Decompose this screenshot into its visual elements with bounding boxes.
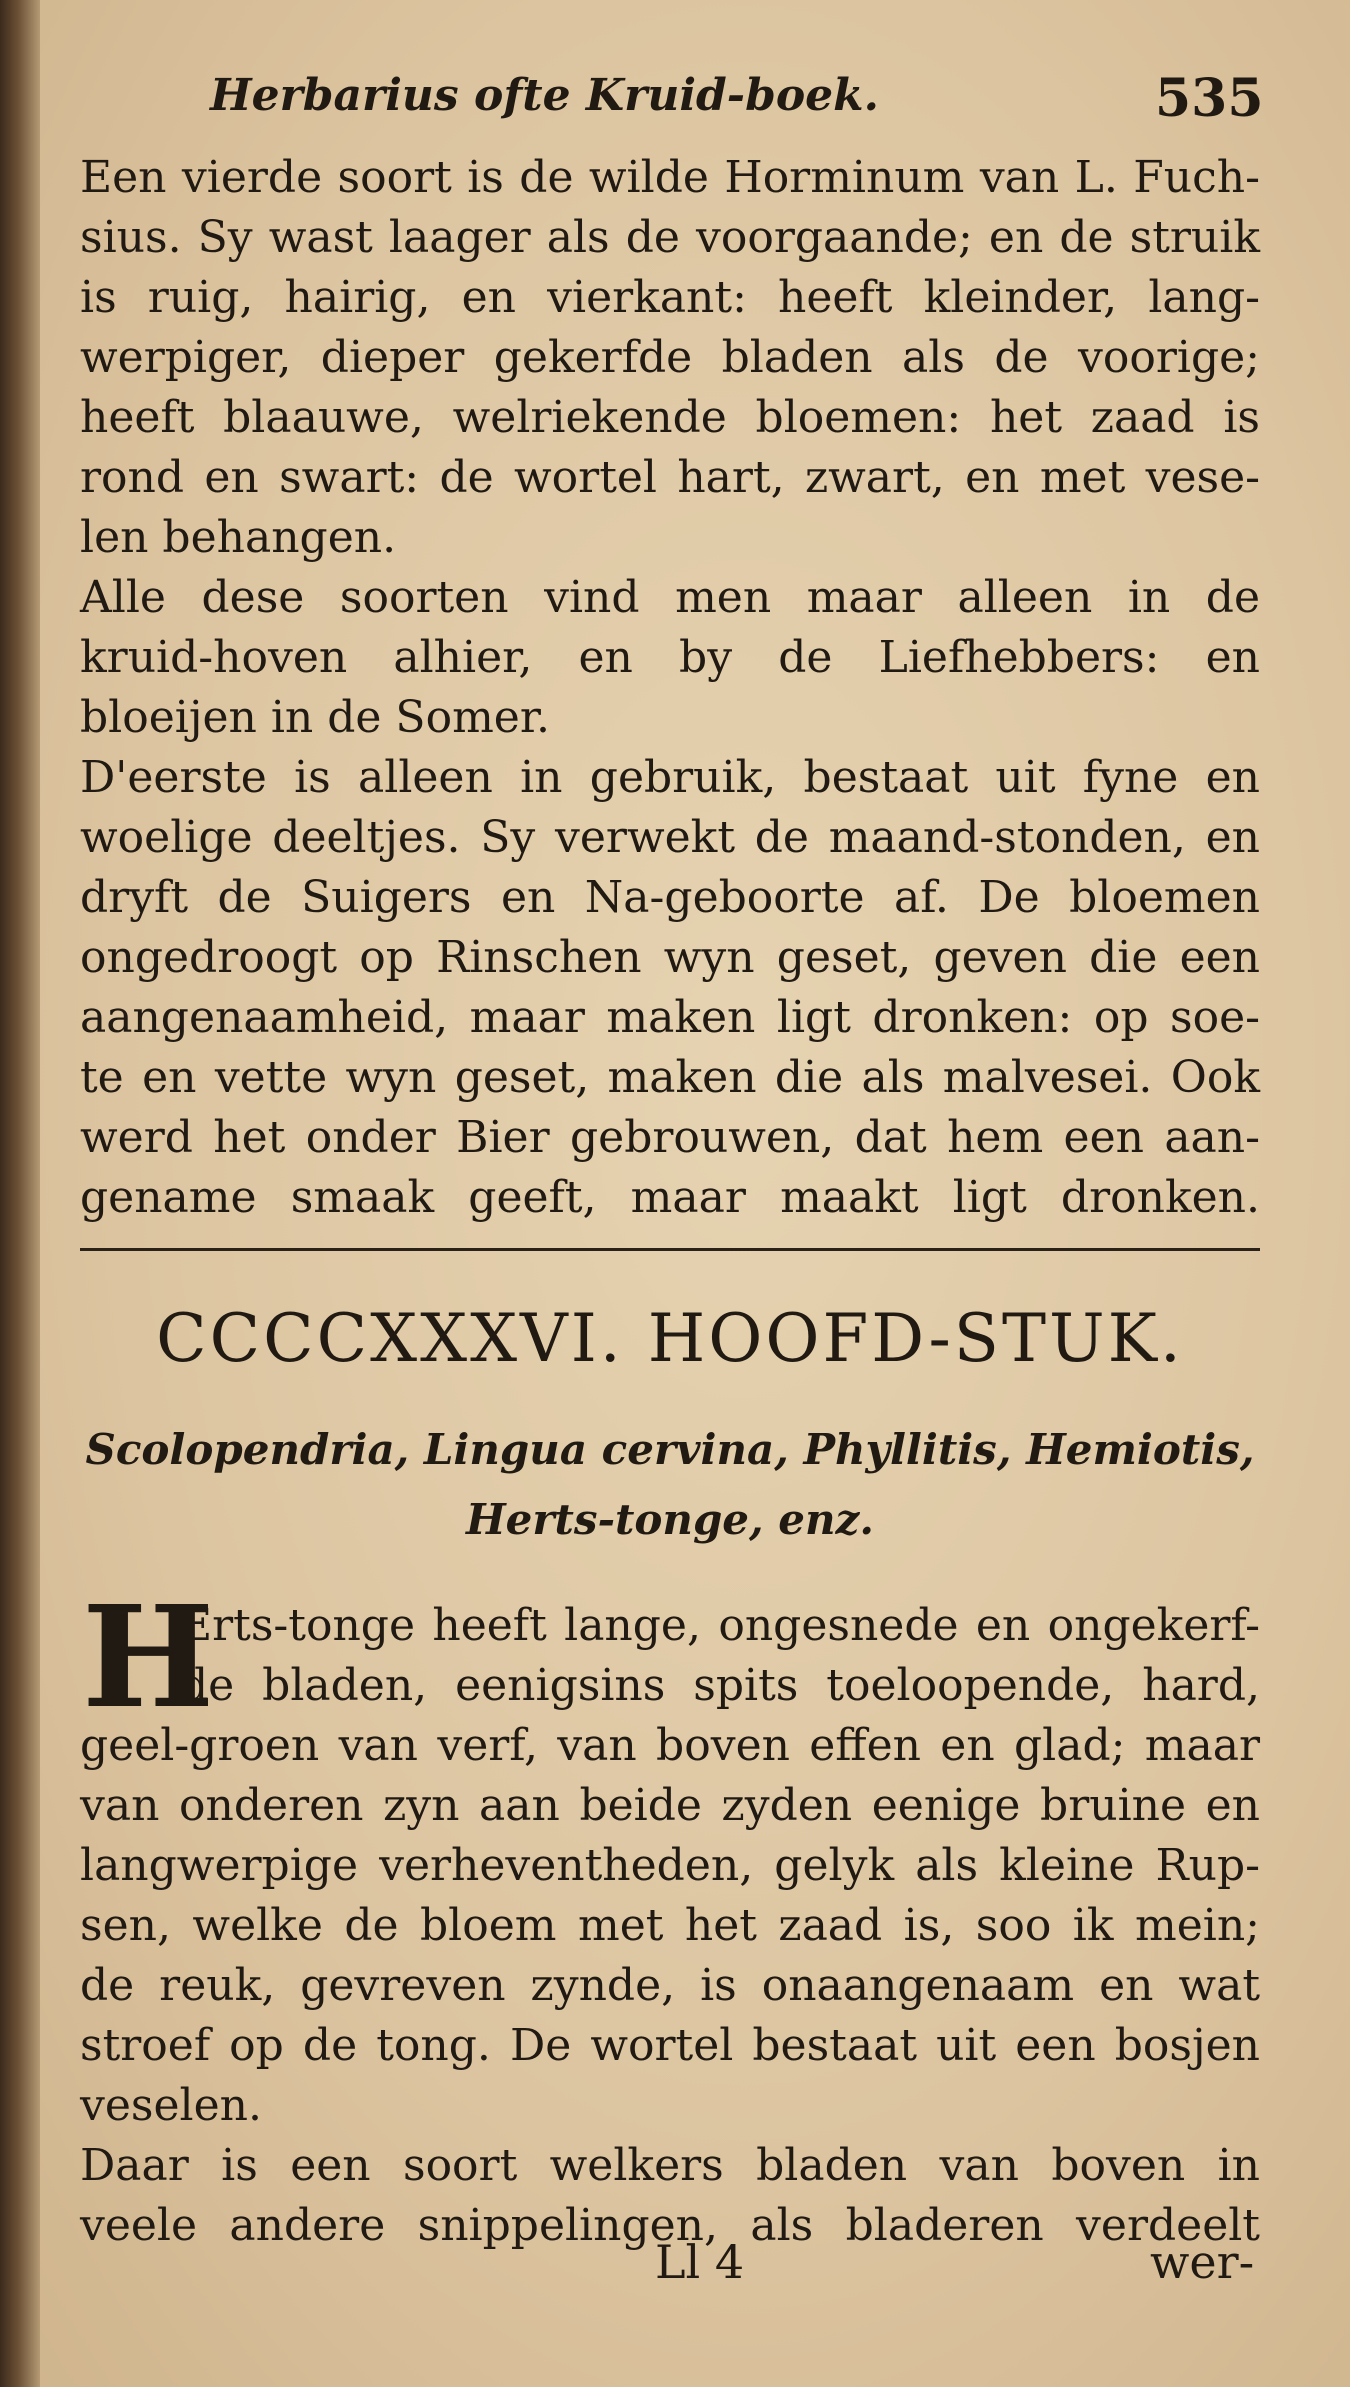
chapter-subtitle: Herts-tonge, enz. xyxy=(465,1495,875,1544)
text-line: sius. Sy wast laager als de voorgaande; en de struik xyxy=(80,212,1260,263)
text-line: is ruig, hairig, en vierkant: heeft kleinder, lang- xyxy=(80,272,1260,323)
text-line: veele andere snippelingen, als bladeren verdeelt xyxy=(80,2200,1260,2251)
text-line: Alle dese soorten vind men maar alleen in de xyxy=(80,572,1260,623)
signature-mark: Ll 4 xyxy=(655,2235,745,2289)
text-line: ongedroogt op Rinschen wyn geset, geven die een xyxy=(80,932,1260,983)
page-gutter xyxy=(0,0,40,2387)
page-number: 535 xyxy=(1155,68,1264,129)
text-line: heeft blaauwe, welriekende bloemen: het zaad is xyxy=(80,392,1260,443)
text-line: geel-groen van verf, van boven effen en glad; maar xyxy=(80,1720,1260,1771)
text-line: bloeijen in de Somer. xyxy=(80,692,551,743)
text-line: rond en swart: de wortel hart, zwart, en met vese- xyxy=(80,452,1260,503)
text-line: de reuk, gevreven zynde, is onaangenaam en wat xyxy=(80,1960,1260,2011)
drop-cap: H xyxy=(82,1576,215,1740)
text-line: sen, welke de bloem met het zaad is, soo ik mein; xyxy=(80,1900,1260,1951)
text-line: veselen. xyxy=(80,2080,262,2131)
text-line: Erts-tonge heeft lange, ongesnede en ongekerf- xyxy=(180,1600,1260,1651)
text-line: Een vierde soort is de wilde Horminum van L. Fuch- xyxy=(80,152,1260,203)
text-line: Daar is een soort welkers bladen van boven in xyxy=(80,2140,1260,2191)
text-line: van onderen zyn aan beide zyden eenige bruine en xyxy=(80,1780,1260,1831)
text-line: kruid-hoven alhier, en by de Liefhebbers: en xyxy=(80,632,1260,683)
chapter-subtitle: Scolopendria, Lingua cervina, Phyllitis, Hemiotis, xyxy=(85,1425,1255,1474)
text-line: de bladen, eenigsins spits toeloopende, hard, xyxy=(180,1660,1260,1711)
section-divider xyxy=(80,1248,1260,1251)
text-line: langwerpige verheventheden, gelyk als kleine Rup- xyxy=(80,1840,1260,1891)
text-line: dryft de Suigers en Na-geboorte af. De bloemen xyxy=(80,872,1260,923)
text-line: D'eerste is alleen in gebruik, bestaat uit fyne en xyxy=(80,752,1260,803)
text-line: woelige deeltjes. Sy verwekt de maand-stonden, en xyxy=(80,812,1260,863)
running-head: Herbarius ofte Kruid-boek. xyxy=(210,70,879,121)
text-line: len behangen. xyxy=(80,512,397,563)
text-line: te en vette wyn geset, maken die als malvesei. Ook xyxy=(80,1052,1260,1103)
text-line: aangenaamheid, maar maken ligt dronken: op soe- xyxy=(80,992,1260,1043)
text-line: werd het onder Bier gebrouwen, dat hem een aan- xyxy=(80,1112,1260,1163)
catchword: wer- xyxy=(1150,2235,1255,2289)
text-line: werpiger, dieper gekerfde bladen als de voorige; xyxy=(80,332,1260,383)
chapter-heading: CCCCXXXVI. HOOFD-STUK. xyxy=(156,1300,1184,1377)
text-line: gename smaak geeft, maar maakt ligt dronken. xyxy=(80,1172,1260,1223)
text-line: stroef op de tong. De wortel bestaat uit een bosjen xyxy=(80,2020,1260,2071)
